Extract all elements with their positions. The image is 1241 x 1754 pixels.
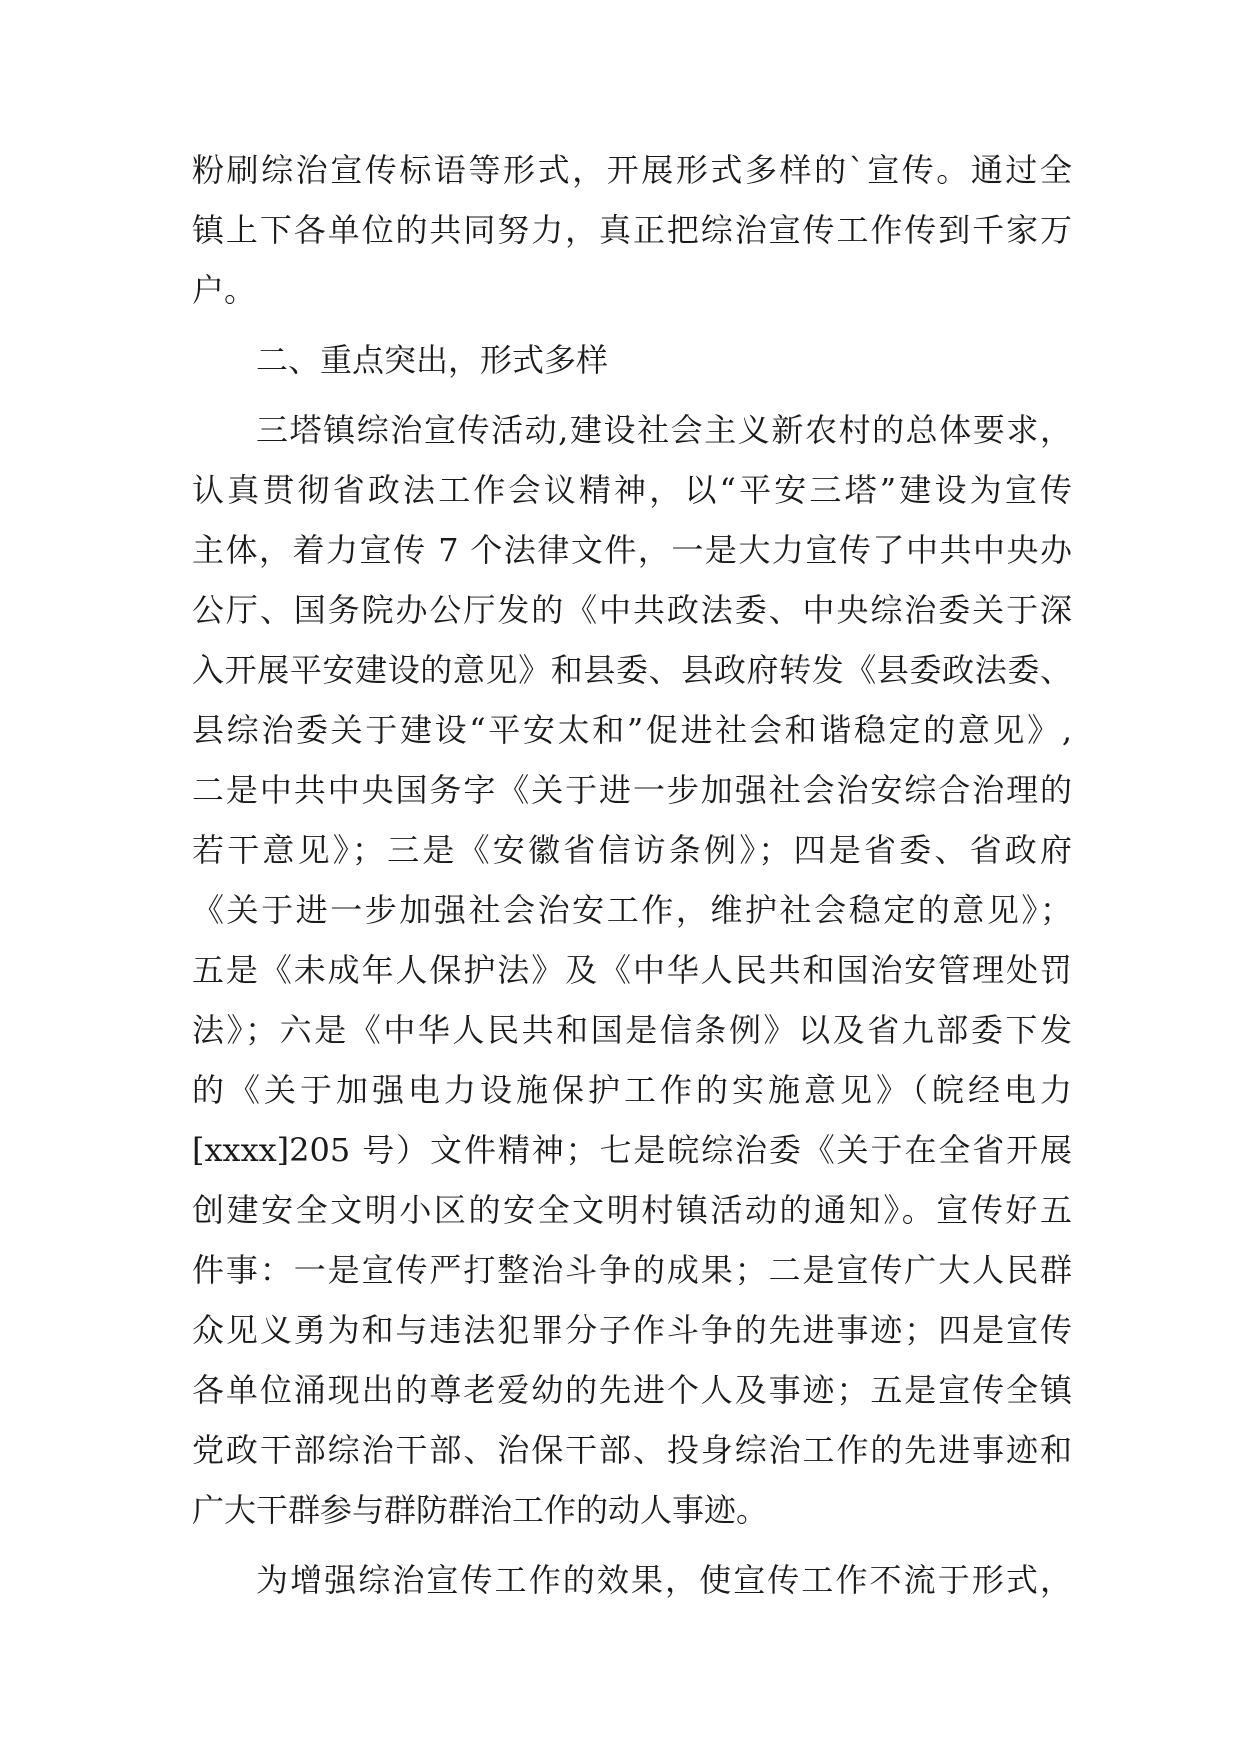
text-line: 为增强综治宣传工作的效果，使宣传工作不流于形式， <box>256 1561 1072 1599</box>
text-line: 广大干群参与群防群治工作的动人事迹。 <box>192 1491 769 1529</box>
text-line: 党政干部综治干部、治保干部、投身综治工作的先进事迹和 <box>192 1431 1072 1469</box>
text-line: 法》；六是《中华人民共和国是信条例》以及省九部委下发 <box>192 1011 1072 1049</box>
text-line: 的《关于加强电力设施保护工作的实施意见》（皖经电力 <box>192 1071 1072 1109</box>
text-line: [xxxx]205 号）文件精神；七是皖综治委《关于在全省开展 <box>192 1131 1072 1169</box>
text-line: 众见义勇为和与违法犯罪分子作斗争的先进事迹；四是宣传 <box>192 1311 1072 1349</box>
text-line: 户。 <box>192 271 257 309</box>
text-line: 公厅、国务院办公厅发的《中共政法委、中央综治委关于深 <box>192 591 1072 629</box>
text-line: 认真贯彻省政法工作会议精神，以“平安三塔”建设为宣传 <box>192 471 1072 509</box>
text-line: 主体，着力宣传 7 个法律文件，一是大力宣传了中共中央办 <box>192 531 1072 569</box>
text-line: 各单位涌现出的尊老爱幼的先进个人及事迹；五是宣传全镇 <box>192 1371 1072 1409</box>
text-line: 入开展平安建设的意见》和县委、县政府转发《县委政法委、 <box>192 651 1072 689</box>
text-line: 若干意见》；三是《安徽省信访条例》；四是省委、省政府 <box>192 831 1072 869</box>
text-line: 创建安全文明小区的安全文明村镇活动的通知》。宣传好五 <box>192 1191 1072 1229</box>
text-line: 件事：一是宣传严打整治斗争的成果；二是宣传广大人民群 <box>192 1251 1072 1289</box>
text-line: 镇上下各单位的共同努力，真正把综治宣传工作传到千家万 <box>192 211 1072 249</box>
text-line: 三塔镇综治宣传活动,建设社会主义新农村的总体要求， <box>256 411 1072 449</box>
text-line: 《关于进一步加强社会治安工作，维护社会稳定的意见》； <box>192 891 1072 929</box>
text-line: 粉刷综治宣传标语等形式，开展形式多样的`宣传。通过全 <box>192 151 1072 189</box>
section-heading: 二、重点突出，形式多样 <box>256 341 609 379</box>
text-line: 县综治委关于建设“平安太和”促进社会和谐稳定的意见》, <box>192 711 1072 749</box>
text-line: 二是中共中央国务字《关于进一步加强社会治安综合治理的 <box>192 771 1072 809</box>
text-line: 五是《未成年人保护法》及《中华人民共和国治安管理处罚 <box>192 951 1072 989</box>
